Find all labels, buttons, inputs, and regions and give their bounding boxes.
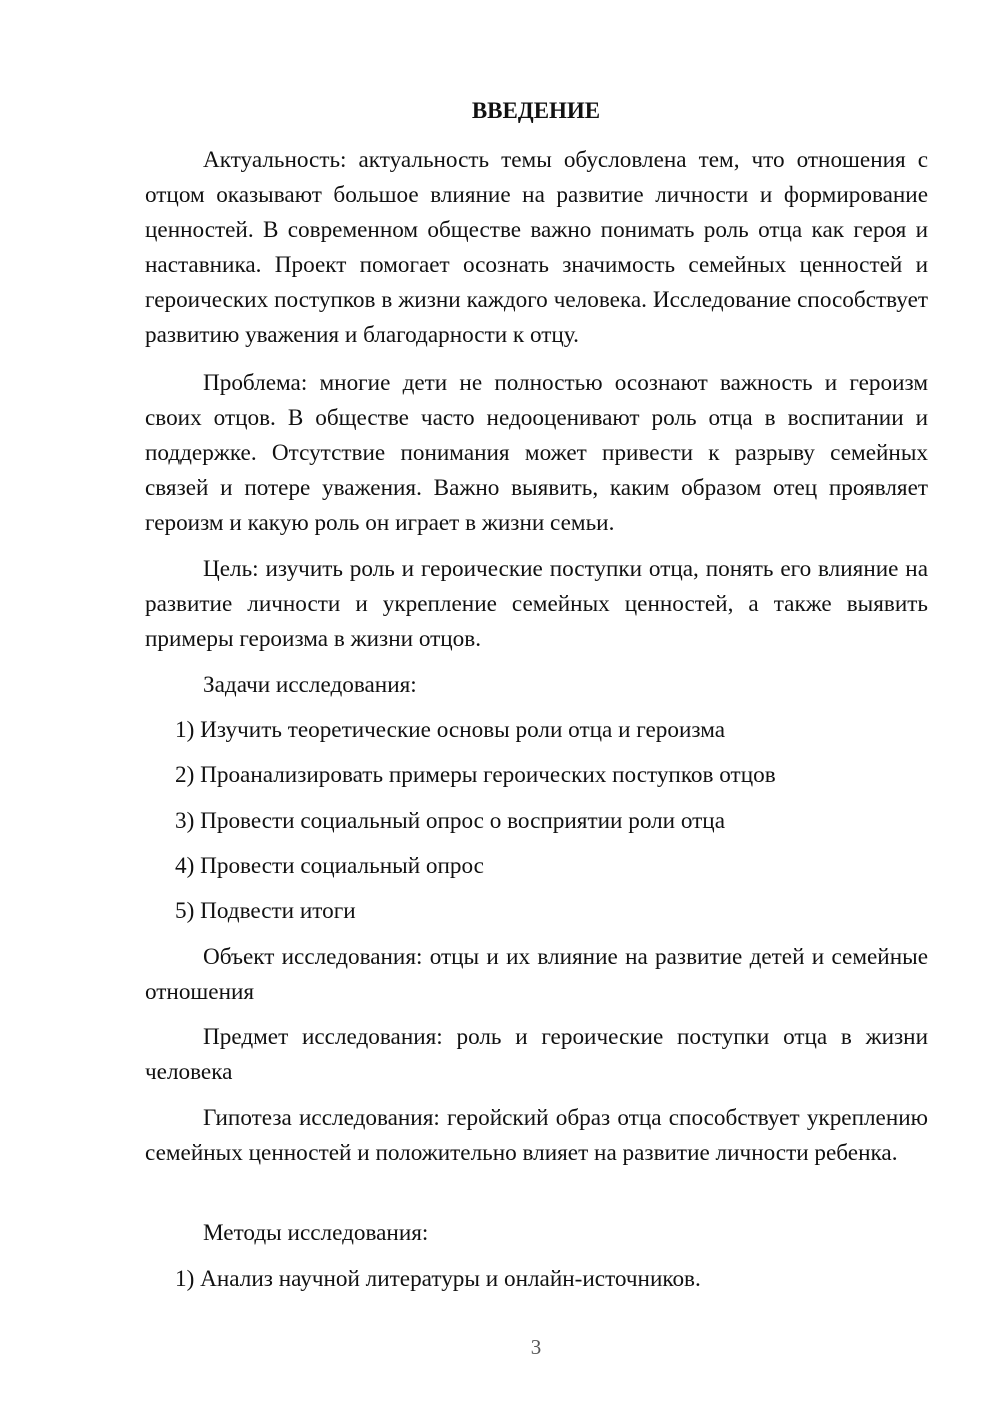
problem-paragraph: Проблема: многие дети не полностью осознают важность и героизм своих отцов. В обществе часто недооценивают роль отца в воспитании и поддержке. Отсутствие понимания может привести к разрыву семейных связей и потере уважения. Важно выявить, каким образом отец проявляет героизм и какую роль он играет в жизни семьи. (145, 370, 928, 536)
methods-heading: Методы исследования: (203, 1220, 429, 1246)
tasks-heading: Задачи исследования: (203, 672, 417, 698)
hypothesis-paragraph: Гипотеза исследования: геройский образ отца способствует укреплению семейных ценностей и положительно влияет на развитие личности ребенка. (145, 1105, 928, 1166)
list-item: 1) Изучить теоретические основы роли отца и героизма (175, 717, 726, 743)
list-item: 3) Провести социальный опрос о восприятии роли отца (175, 808, 726, 834)
list-item: 1) Анализ научной литературы и онлайн-источников. (175, 1266, 701, 1292)
list-item: 4) Провести социальный опрос (175, 853, 484, 879)
subject-paragraph: Предмет исследования: роль и героические поступки отца в жизни человека (145, 1024, 928, 1085)
object-paragraph: Объект исследования: отцы и их влияние на развитие детей и семейные отношения (145, 944, 928, 1005)
list-item: 5) Подвести итоги (175, 898, 356, 924)
goal-paragraph: Цель: изучить роль и героические поступки отца, понять его влияние на развитие личности и укрепление семейных ценностей, а также выявить примеры героизма в жизни отцов. (145, 556, 928, 652)
page-number: 3 (530, 1335, 542, 1359)
section-title: ВВЕДЕНИЕ (471, 98, 601, 123)
list-item: 2) Проанализировать примеры героических поступков отцов (175, 762, 776, 788)
relevance-paragraph: Актуальность: актуальность темы обусловлена тем, что отношения с отцом оказывают большое влияние на развитие личности и формирование ценностей. В современном обществе важно понимать роль отца как героя и наставника. Проект помогает осознать значимость семейных ценностей и героических поступков в жизни каждого человека. Исследование способствует развитию уважения и благодарности к отцу. (145, 147, 928, 348)
